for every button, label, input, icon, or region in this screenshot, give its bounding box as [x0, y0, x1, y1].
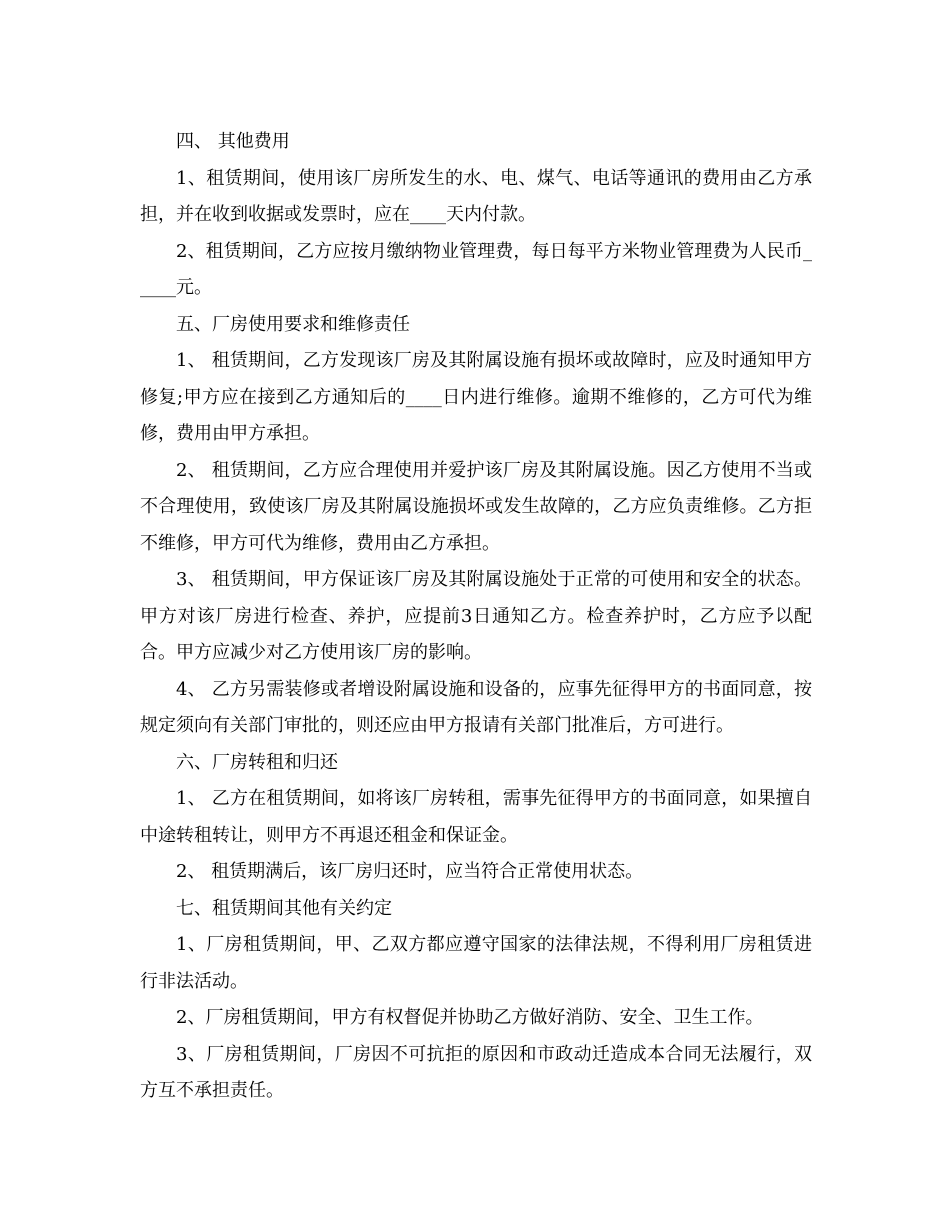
section-heading-other-agreements: 七、租赁期间其他有关约定 — [176, 897, 392, 919]
clause-6-1-sublease: 1、 乙方在租赁期间，如将该厂房转租，需事先征得甲方的书面同意，如果擅自中途转租转让，则甲方不再退还租金和保证金。 — [140, 788, 812, 846]
clause-7-2-safety: 2、厂房租赁期间，甲方有权督促并协助乙方做好消防、安全、卫生工作。 — [176, 1007, 764, 1028]
clause-7-3-force-majeure: 3、厂房租赁期间，厂房因不可抗拒的原因和市政动迁造成本合同无法履行，双方互不承担责任。 — [140, 1043, 812, 1101]
clause-5-2-proper-use: 2、 租赁期间，乙方应合理使用并爱护该厂房及其附属设施。因乙方使用不当或不合理使用，致使该厂房及其附属设施损坏或发生故障的，乙方应负责维修。乙方拒不维修，甲方可代为维修，费用由乙方承担。 — [140, 459, 812, 554]
clause-4-1-utilities: 1、租赁期间，使用该厂房所发生的水、电、煤气、电话等通讯的费用由乙方承担，并在收到收据或发票时，应在____天内付款。 — [140, 167, 812, 225]
clause-7-1-laws: 1、厂房租赁期间，甲、乙双方都应遵守国家的法律法规，不得利用厂房租赁进行非法活动。 — [140, 934, 812, 992]
section-heading-other-fees: 四、 其他费用 — [176, 131, 290, 152]
clause-5-1-report-damage: 1、 租赁期间，乙方发现该厂房及其附属设施有损坏或故障时，应及时通知甲方修复;甲方应在接到乙方通知后的____日内进行维修。逾期不维修的，乙方可代为维修，费用由甲方承担。 — [140, 350, 812, 444]
clause-5-4-renovation: 4、 乙方另需装修或者增设附属设施和设备的，应事先征得甲方的书面同意，按规定须向有关部门审批的，则还应由甲方报请有关部门批准后，方可进行。 — [140, 678, 812, 736]
document-body — [140, 124, 812, 1110]
clause-4-2-property-fee: 2、租赁期间，乙方应按月缴纳物业管理费，每日每平方米物业管理费为人民币_____元。 — [140, 240, 812, 298]
clause-5-3-inspection: 3、 租赁期间，甲方保证该厂房及其附属设施处于正常的可使用和安全的状态。甲方对该厂房进行检查、养护，应提前3日通知乙方。检查养护时，乙方应予以配合。甲方应减少对乙方使用该厂房的影响。 — [140, 569, 812, 663]
clause-6-2-return: 2、 租赁期满后，该厂房归还时，应当符合正常使用状态。 — [176, 861, 644, 882]
section-heading-use-and-repair: 五、厂房使用要求和维修责任 — [176, 313, 410, 335]
section-heading-sublease-return: 六、厂房转租和归还 — [176, 751, 338, 773]
